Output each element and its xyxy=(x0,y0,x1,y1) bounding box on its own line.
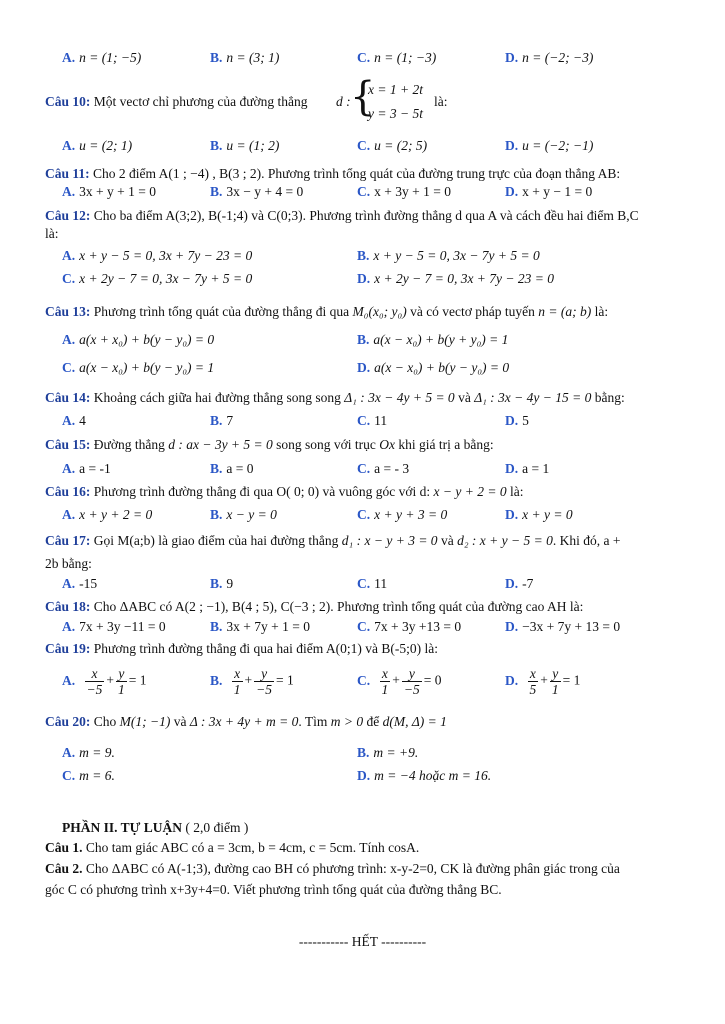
q16-option-b: B. x − y = 0 xyxy=(210,507,277,522)
q17-stem-cont: 2b bằng: xyxy=(45,556,92,571)
q14-option-c: C. 11 xyxy=(357,413,388,428)
q9-option-b: B. n = (3; 1) xyxy=(210,50,280,65)
q11-option-a: A. 3x + y + 1 = 0 xyxy=(62,184,156,199)
q9-option-a: A. n = (1; −5) xyxy=(62,50,142,65)
q19-option-d: D. $\frac{x}{5}$ + $\frac{y}{1}$ = 1 xyxy=(505,666,581,697)
q12-option-b: B. x + y − 5 = 0, 3x − 7y + 5 = 0 xyxy=(357,248,540,263)
q10-end: là: xyxy=(434,94,448,109)
q15-option-c: C. a = - 3 xyxy=(357,461,410,476)
q10-option-c: C. u = (2; 5) xyxy=(357,138,428,153)
q20-option-c: C. m = 6. xyxy=(62,768,115,783)
q13-option-a: A. a(x + x₀) + b(y − y₀) = 0 xyxy=(62,332,215,347)
q19-option-c: C. $\frac{x}{1}$ + $\frac{y}{-5}$ = 0 xyxy=(357,666,442,697)
q20-option-d: D. m = −4 hoặc m = 16. xyxy=(357,768,492,783)
q12-option-c: C. x + 2y − 7 = 0, 3x − 7y + 5 = 0 xyxy=(62,271,253,286)
q15-option-d: D. a = 1 xyxy=(505,461,550,476)
q13-option-c: C. a(x − x₀) + b(y − y₀) = 1 xyxy=(62,360,215,375)
q18-option-a: A. 7x + 3y −11 = 0 xyxy=(62,619,166,634)
q14-stem: Câu 14: Khoảng cách giữa hai đường thẳng song song Δ₁ : 3x − 4y + 5 = 0 và Δ₁ : 3x − 4y − 15 = 0 bằng: xyxy=(45,390,625,405)
q14-option-a: A. 4 xyxy=(62,413,86,428)
q20-option-b: B. m = +9. xyxy=(357,745,419,760)
q14-option-d: D. 5 xyxy=(505,413,529,428)
q13-option-b: B. a(x − x₀) + b(y + y₀) = 1 xyxy=(357,332,509,347)
q11-option-b: B. 3x − y + 4 = 0 xyxy=(210,184,304,199)
q18-option-b: B. 3x + 7y + 1 = 0 xyxy=(210,619,310,634)
q11-stem: Câu 11: Cho 2 điểm A(1 ; −4) , B(3 ; 2). Phương trình tổng quát của đường trung trực của đoạn thẳng AB: xyxy=(45,166,621,181)
q9-option-d: D. n = (−2; −3) xyxy=(505,50,594,65)
q20-stem: Câu 20: Cho M(1; −1) và Δ : 3x + 4y + m = 0. Tìm m > 0 để d(M, Δ) = 1 xyxy=(45,714,447,729)
q10-line-name: d : xyxy=(336,94,351,109)
q10-option-d: D. u = (−2; −1) xyxy=(505,138,594,153)
end-marker: ----------- HẾT ---------- xyxy=(298,934,427,949)
essay-q2-cont: góc C có phương trình x+3y+4=0. Viết phương trình tổng quát của đường thẳng BC. xyxy=(45,882,502,897)
q19-option-a: A. $\frac{x}{-5}$ + $\frac{y}{1}$ = 1 xyxy=(62,666,147,697)
q13-stem: Câu 13: Phương trình tổng quát của đường thẳng đi qua M₀(x₀; y₀) và có vectơ pháp tuyến n = (a; b) là: xyxy=(45,304,609,319)
q16-option-c: C. x + y + 3 = 0 xyxy=(357,507,448,522)
q10-system-eq1: x = 1 + 2t xyxy=(368,82,423,97)
q17-stem: Câu 17: Gọi M(a;b) là giao điểm của hai đường thẳng d₁ : x − y + 3 = 0 và d₂ : x + y − 5 = 0. Khi đó, a + xyxy=(45,533,621,548)
q11-option-c: C. x + 3y + 1 = 0 xyxy=(357,184,451,199)
q17-option-d: D. -7 xyxy=(505,576,534,591)
q17-option-c: C. 11 xyxy=(357,576,388,591)
q9-option-c: C. n = (1; −3) xyxy=(357,50,437,65)
q18-option-c: C. 7x + 3y +13 = 0 xyxy=(357,619,462,634)
part2-heading: PHẦN II. TỰ LUẬN ( 2,0 điểm ) xyxy=(62,820,249,835)
q13-option-d: D. a(x − x₀) + b(y − y₀) = 0 xyxy=(357,360,510,375)
q15-option-b: B. a = 0 xyxy=(210,461,254,476)
q20-option-a: A. m = 9. xyxy=(62,745,115,760)
q10-system-eq2: y = 3 − 5t xyxy=(368,106,423,121)
q16-option-a: A. x + y + 2 = 0 xyxy=(62,507,153,522)
q14-option-b: B. 7 xyxy=(210,413,234,428)
q10-option-b: B. u = (1; 2) xyxy=(210,138,280,153)
q16-option-d: D. x + y = 0 xyxy=(505,507,573,522)
q17-option-a: A. -15 xyxy=(62,576,98,591)
q18-stem: Câu 18: Cho ΔABC có A(2 ; −1), B(4 ; 5), C(−3 ; 2). Phương trình tổng quát của đường cao AH là: xyxy=(45,599,584,614)
q10-stem: Câu 10: Một vectơ chỉ phương của đường thẳng xyxy=(45,94,308,109)
q10-option-a: A. u = (2; 1) xyxy=(62,138,133,153)
essay-q2: Câu 2. Cho ΔABC có A(-1;3), đường cao BH có phương trình: x-y-2=0, CK là đường phân giác trong của xyxy=(45,861,620,876)
essay-q1: Câu 1. Cho tam giác ABC có a = 3cm, b = 4cm, c = 5cm. Tính cosA. xyxy=(45,840,420,855)
q12-stem-cont: là: xyxy=(45,226,59,241)
q12-option-d: D. x + 2y − 7 = 0, 3x + 7y − 23 = 0 xyxy=(357,271,555,286)
q12-stem: Câu 12: Cho ba điểm A(3;2), B(-1;4) và C(0;3). Phương trình đường thẳng d qua A và cách đều hai điểm B,C xyxy=(45,208,639,223)
q15-stem: Câu 15: Đường thẳng d : ax − 3y + 5 = 0 song song với trục Ox khi giá trị a bằng: xyxy=(45,437,494,452)
system-brace: { xyxy=(350,74,376,120)
q15-option-a: A. a = -1 xyxy=(62,461,111,476)
q19-stem: Câu 19: Phương trình đường thẳng đi qua hai điểm A(0;1) và B(-5;0) là: xyxy=(45,641,439,656)
q12-option-a: A. x + y − 5 = 0, 3x + 7y − 23 = 0 xyxy=(62,248,253,263)
q17-option-b: B. 9 xyxy=(210,576,234,591)
q18-option-d: D. −3x + 7y + 13 = 0 xyxy=(505,619,621,634)
q19-option-b: B. $\frac{x}{1}$ + $\frac{y}{-5}$ = 1 xyxy=(210,666,294,697)
q16-stem: Câu 16: Phương trình đường thẳng đi qua O( 0; 0) và vuông góc với d: x − y + 2 = 0 là: xyxy=(45,484,524,499)
q11-option-d: D. x + y − 1 = 0 xyxy=(505,184,593,199)
